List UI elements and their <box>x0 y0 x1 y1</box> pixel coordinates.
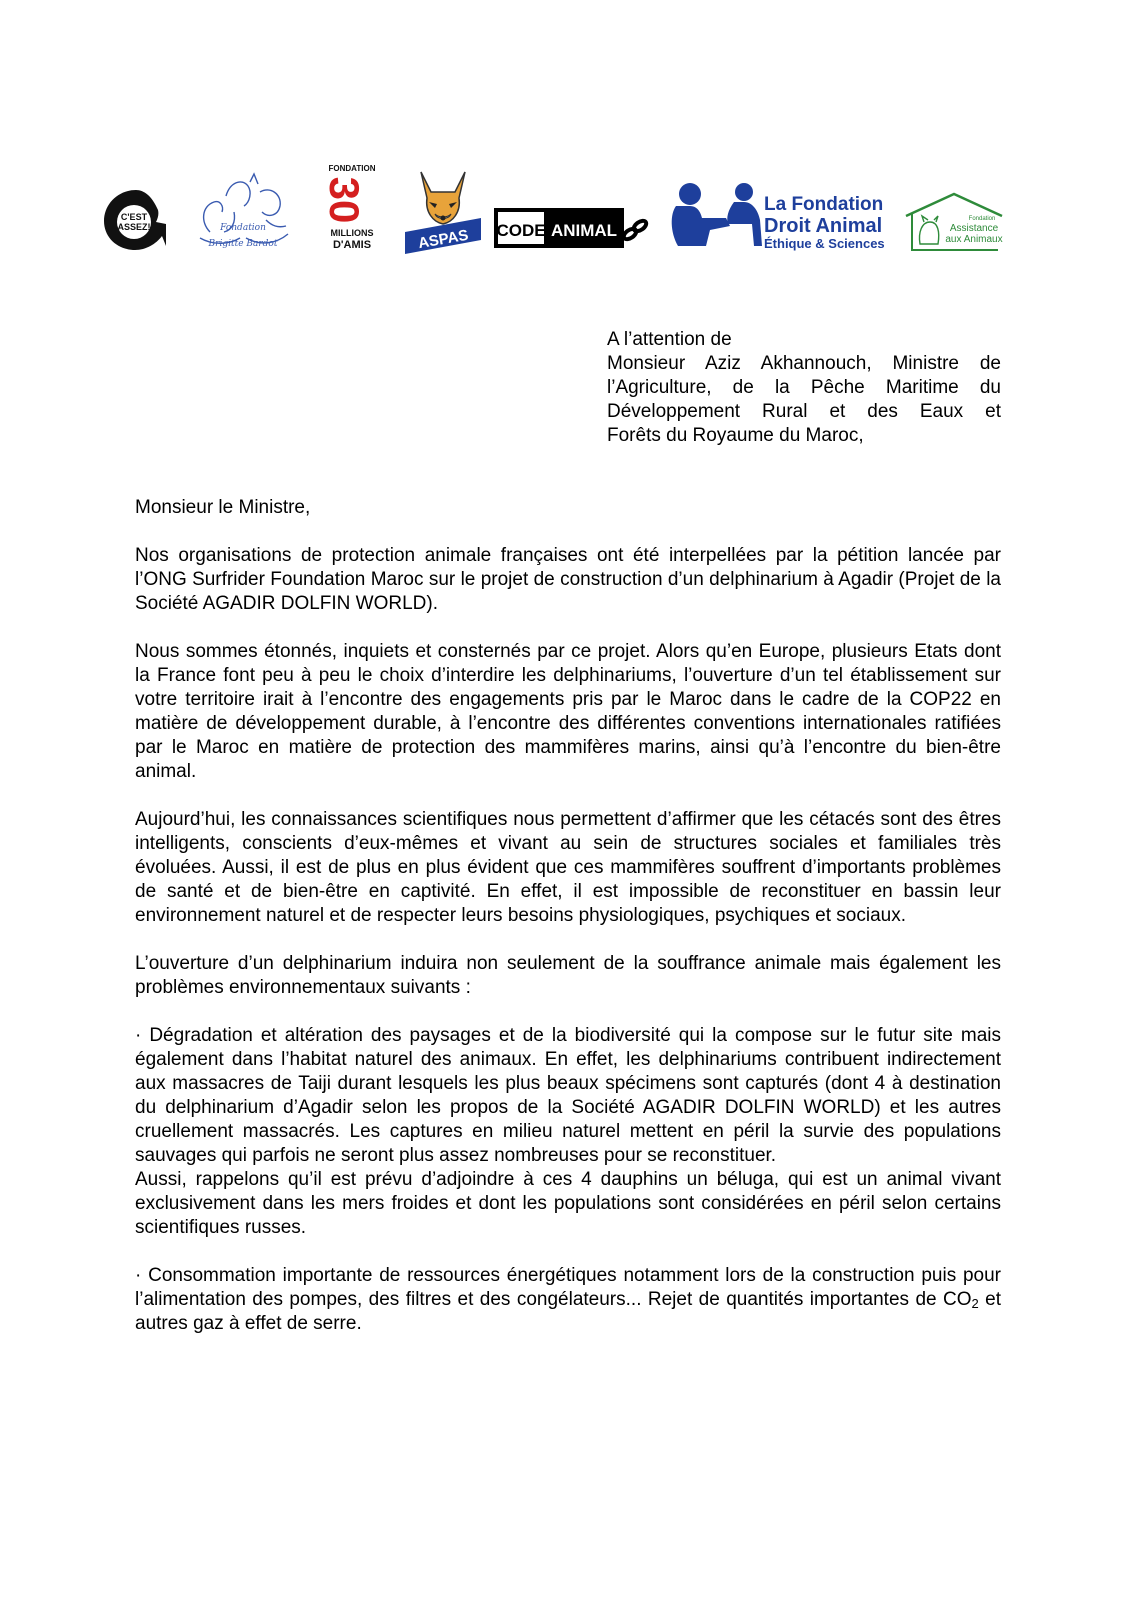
fox-icon <box>421 172 465 224</box>
droit-animal-line3: Éthique & Sciences <box>764 236 885 251</box>
trente-millions-line2: D'AMIS <box>332 239 372 251</box>
address-line: Développement Rural et des Eaux et <box>607 401 1001 422</box>
cest-assez-logo <box>100 186 168 254</box>
droit-animal-line2: Droit Animal <box>764 215 883 237</box>
brigitte-bardot-line2: Brigitte Bardot <box>208 239 278 249</box>
assistance-line2: Assistance <box>949 223 999 234</box>
bullet-paragraph <box>135 1264 1001 1336</box>
cest-assez-line1: C'EST <box>120 212 148 222</box>
house-roof-icon <box>906 194 1002 216</box>
assistance-line1: Fondation <box>968 216 996 222</box>
address-line: l’Agriculture, de la Pêche Maritime du <box>607 377 1001 398</box>
trente-millions-line1: MILLIONS <box>330 228 374 238</box>
fondation-brigitte-bardot-logo <box>190 172 296 254</box>
chain-icon <box>622 219 648 242</box>
assistance-line3: aux Animaux <box>945 234 1003 245</box>
logo-banner <box>0 0 1131 300</box>
paragraph: Aussi, rappelons qu’il est prévu d’adjoindre à ces 4 dauphins un béluga, qui est un animal vivant exclusivement dans les mers froides et dont les populations sont considérées en péril selon certains scientifiques russes. <box>135 1169 1001 1238</box>
paragraph: Aujourd’hui, les connaissances scientifiques nous permettent d’affirmer que les cétacés sont des êtres intelligents, conscients d’eux-mêmes et vivant au sein de structures sociales et familiales très évoluées. Aussi, il est de plus en plus évident que ces mammifères souffrent d’importants problèmes de santé et de bien-être en captivité. En effet, il est impossible de reconstituer en bassin leur environnement naturel et de respecter leurs besoins physiologiques, psychiques et sociaux. <box>135 809 1001 926</box>
address-line: Monsieur Aziz Akhannouch, Ministre de <box>607 353 1001 374</box>
brigitte-bardot-line1: Fondation <box>220 223 266 233</box>
aspas-label: ASPAS <box>416 226 470 253</box>
paragraph-text: et autres gaz à effet de serre. <box>135 1289 1001 1334</box>
trente-millions-damis-logo <box>321 162 378 252</box>
code-animal-part1: CODE <box>496 221 546 240</box>
trente-millions-top: FONDATION <box>328 164 376 173</box>
address-line: Forêts du Royaume du Maroc, <box>607 425 864 446</box>
cat-dog-icon <box>919 216 938 244</box>
subscript: 2 <box>971 1296 979 1311</box>
cest-assez-line2: ASSEZ! <box>117 222 151 232</box>
droit-animal-line1: La Fondation <box>764 194 884 215</box>
aspas-logo <box>403 168 483 254</box>
bullet-paragraph: · Dégradation et altération des paysages et de la biodiversité qui la compose sur le futur site mais également dans l’habitat naturel des animaux. En effet, les delphinariums contribuent indirectement aux massacres de Taiji durant lesquels les plus beaux spécimens sont capturés (dont 4 à destination du delphinarium d’Agadir selon les propos de la Société AGADIR DOLFIN WORLD) et les autres cruellement massacrés. Les captures en milieu naturel mettent en péril la survie des populations sauvages qui parfois ne seront plus assez nombreuses pour se reconstituer. <box>135 1025 1001 1166</box>
recipient-address <box>607 328 1001 448</box>
paragraph: Nos organisations de protection animale françaises ont été interpellées par la pétition lancée par l’ONG Surfrider Foundation Maroc sur le projet de construction d’un delphinarium à Agadir (Projet de la Société AGADIR DOLFIN WORLD). <box>135 545 1001 614</box>
code-animal-logo <box>494 206 650 250</box>
address-line: A l’attention de <box>607 329 732 350</box>
fondation-droit-animal-logo <box>666 180 886 252</box>
paragraph: Nous sommes étonnés, inquiets et consternés par ce projet. Alors qu’en Europe, plusieurs Etats dont la France font peu à peu le choix d’interdire les delphinariums, l’ouverture d’un tel établissement sur votre territoire irait à l’encontre des engagements pris par le Maroc dans le cadre de la COP22 en matière de développement durable, à l’encontre des différentes conventions internationales ratifiées par le Maroc en matière de protection des mammifères marins, ainsi qu’à l’encontre du bien-être animal. <box>135 641 1001 782</box>
fondation-assistance-aux-animaux-logo <box>902 192 1006 254</box>
paragraph-text: · Consommation importante de ressources énergétiques notamment lors de la construction puis pour l’alimentation des pompes, des filtres et des congélateurs... Rejet de quantités importantes de CO <box>135 1265 1001 1310</box>
salutation: Monsieur le Ministre, <box>135 497 311 518</box>
trente-millions-number: 30 <box>321 176 368 224</box>
primate-human-icon <box>672 183 762 246</box>
paragraph: L’ouverture d’un delphinarium induira non seulement de la souffrance animale mais également les problèmes environnementaux suivants : <box>135 953 1001 998</box>
code-animal-part2: ANIMAL <box>550 221 618 240</box>
letter-body <box>135 496 1001 1360</box>
